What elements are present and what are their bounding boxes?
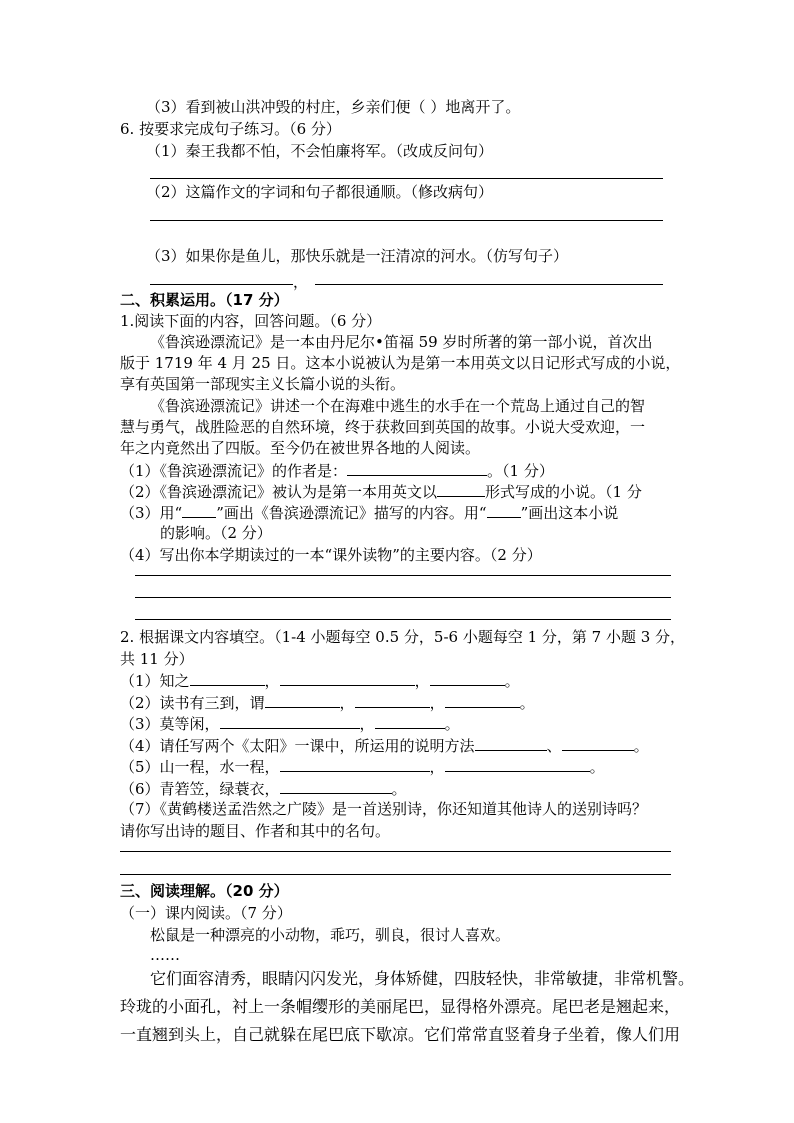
s2q2-item-7-cont: 请你写出诗的题目、作者和其中的名句。 [120,822,391,840]
fill-blank[interactable] [347,460,487,476]
s3-subtitle: （一）课内阅读。（7 分） [120,904,292,922]
fill-blank[interactable] [280,778,392,794]
q6-item-3: （3）如果你是鱼儿，那快乐就是一汪清凉的河水。（仿写句子） [146,247,569,265]
s2q1-title: 1.阅读下面的内容，回答问题。（6 分） [120,312,382,330]
fill-blank[interactable] [375,713,445,729]
q6-item-2: （2）这篇作文的字词和句子都很通顺。（修改病句） [146,183,494,201]
s2q2-item-3: （3）莫等闲， ， 。 [120,715,460,733]
s2q2-item-6: （6）青箬笠，绿蓑衣， 。 [120,780,407,798]
s2q2-item-5: （5）山一程，水一程， ， 。 [120,758,605,776]
answer-line[interactable] [150,284,293,285]
answer-line[interactable] [315,284,663,285]
section-2-title: 二、积累运用。（17 分） [120,291,289,309]
fill-blank[interactable] [190,670,265,686]
passage-line: 它们面容清秀，眼睛闪闪发光，身体矫健，四肢轻快，非常敏捷，非常机警。 [150,969,695,988]
passage-line: 松鼠是一种漂亮的小动物，乖巧，驯良，很讨人喜欢。 [150,926,511,944]
fill-blank[interactable] [220,713,360,729]
s2q2-item-4: （4）请任写两个《太阳》一课中，所运用的说明方法 、 。 [120,737,649,755]
s2q2-item-7: （7）《黄鹤楼送孟浩然之广陵》是一首送别诗，你还知道其他诗人的送别诗吗？ [120,800,648,818]
fill-blank[interactable] [280,670,415,686]
s2q2-title: 2. 根据课文内容填空。（1-4 小题每空 0.5 分，5-6 小题每空 1 分，第 7 小题 3 分， [120,628,686,646]
fill-blank[interactable] [280,756,430,772]
answer-line[interactable] [120,874,671,875]
answer-line[interactable] [135,597,671,598]
ellipsis: …… [150,946,180,964]
passage-line: 《鲁滨逊漂流记》是一本由丹尼尔•笛福 59 岁时所著的第一部小说，首次出 [150,333,653,351]
fill-blank[interactable] [265,692,340,708]
passage-line: 版于 1719 年 4 月 25 日。这本小说被认为是第一本用英文以日记形式写成的小说， [120,354,681,372]
s2q1-item-4: （4）写出你本学期读过的一本“课外读物”的主要内容。（2 分） [120,546,542,564]
comma: ， [293,273,309,291]
section-3-title: 三、阅读理解。（20 分） [120,882,289,900]
answer-line[interactable] [135,575,671,576]
s2q2-item-2: （2）读书有三到，谓 ， ， 。 [120,694,535,712]
fill-blank[interactable] [445,756,590,772]
passage-line: 年之内竟然出了四版。至今仍在被世界各地的人阅读。 [120,439,481,457]
s2q1-item-3-cont: 的影响。（2 分） [160,524,272,542]
answer-line[interactable] [120,851,671,852]
fill-blank[interactable] [182,502,216,518]
answer-line[interactable] [135,619,671,620]
passage-line: 享有英国第一部现实主义长篇小说的头衔。 [120,375,406,393]
q6-title: 6. 按要求完成句子练习。（6 分） [120,120,341,138]
fill-blank[interactable] [487,502,521,518]
answer-line[interactable] [150,178,663,179]
fill-blank[interactable] [437,481,485,497]
fill-blank[interactable] [445,692,520,708]
answer-line[interactable] [150,220,663,221]
s2q1-item-2: （2）《鲁滨逊漂流记》被认为是第一本用英文以 形式写成的小说。（1 分 [120,483,642,501]
s2q2-title-cont: 共 11 分） [120,650,194,668]
s2q2-item-1: （1）知之 ， ， 。 [120,672,520,690]
s2q1-item-3: （3）用“ ”画出《鲁滨逊漂流记》描写的内容。用“ ”画出这本小说 [120,504,619,522]
passage-line: 慧与勇气，战胜险恶的自然环境，终于获救回到英国的故事。小说大受欢迎，一 [120,418,646,436]
passage-line: 一直翘到头上，自己就躲在尾巴底下歇凉。它们常常直竖着身子坐着，像人们用 [120,1025,681,1044]
fill-blank[interactable] [562,735,634,751]
passage-line: 玲珑的小面孔，衬上一条帽缨形的美丽尾巴，显得格外漂亮。尾巴老是翘起来， [120,997,681,1016]
s2q1-item-1: （1）《鲁滨逊漂流记》的作者是： 。（1 分） [120,462,554,480]
q5-item-3: （3）看到被山洪冲毁的村庄，乡亲们便（ ）地离开了。 [146,98,521,116]
fill-blank[interactable] [475,735,547,751]
fill-blank[interactable] [430,670,505,686]
q6-item-1: （1）秦王我都不怕，不会怕廉将军。（改成反问句） [146,142,494,160]
passage-line: 《鲁滨逊漂流记》讲述一个在海难中逃生的水手在一个荒岛上通过自己的智 [150,397,646,415]
fill-blank[interactable] [355,692,430,708]
